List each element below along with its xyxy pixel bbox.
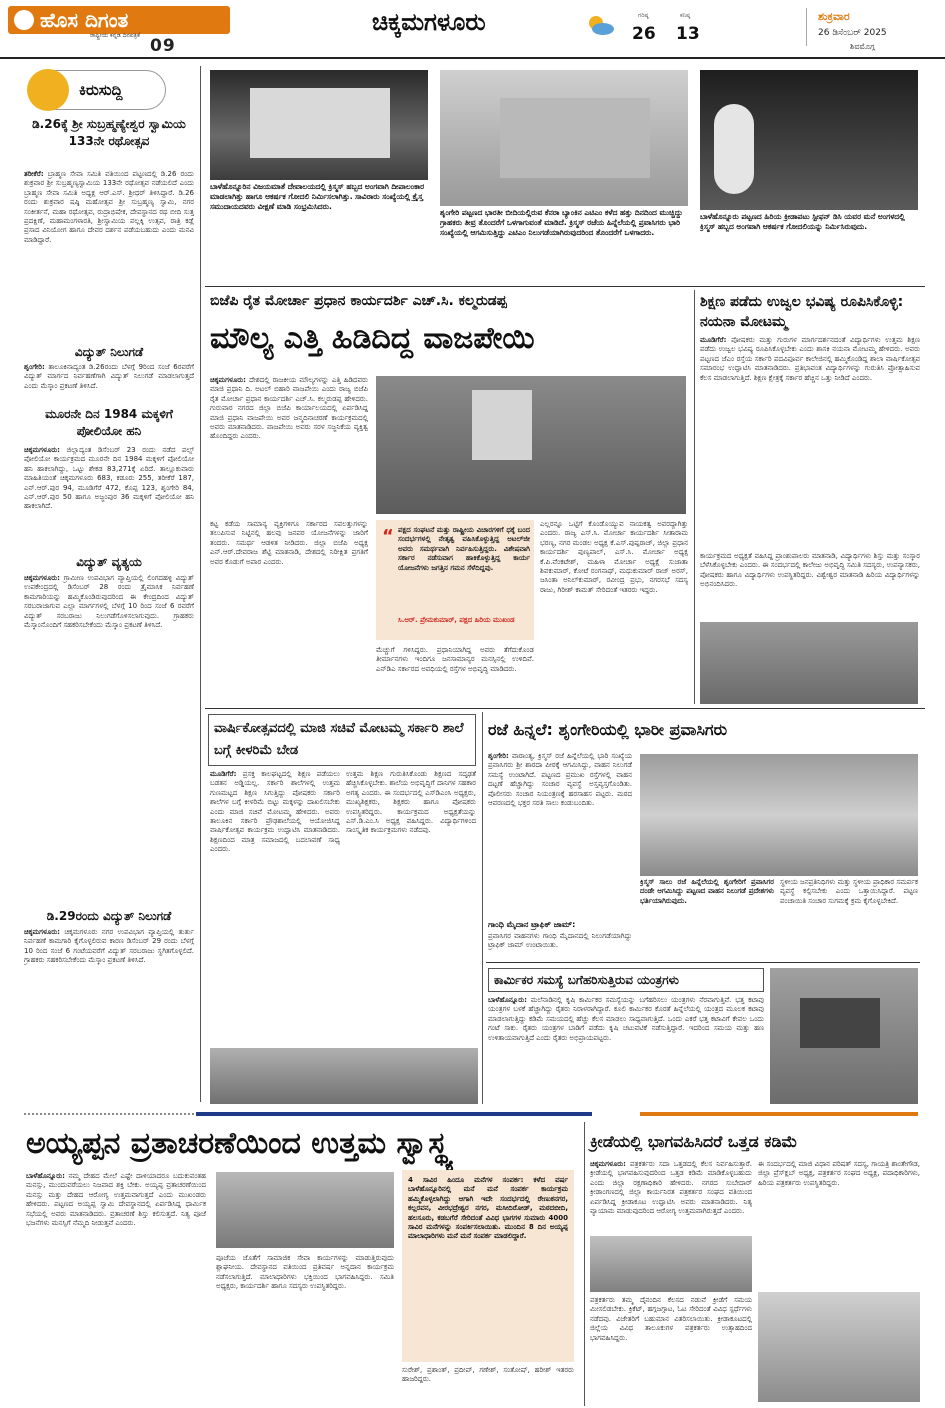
lead-text: ದೇಶದಲ್ಲಿ ರಾಜಕೀಯ ಮೌಲ್ಯಗಳನ್ನು ಎತ್ತಿ ಹಿಡಿದವರು ಮಾಜಿ ಪ್ರಧಾನಿ ದಿ. ಅಟಲ್ ಬಿಹಾರಿ ವಾಜಪೇಯಿ ಎಂದು ರಾಜ್ಯ ಬಿಜೆಪಿ ರೈತ ಮೋರ್ಚಾ ಪ್ರಧಾನ ಕಾರ್ಯದರ್ಶಿ ಎಚ್.ಸಿ. ಕಲ್ಮರುಡಪ್ಪ ಹೇಳಿದರು. ಗುರುವಾರ ನಗರದ ಜಿಲ್ಲಾ ಬಿಜೆಪಿ ಕಾರ್ಯಾಲಯದಲ್ಲಿ ಏರ್ಪಡಿಸಿದ್ದ ಮಾಜಿ ಪ್ರಧಾನಿ ವಾಜಪೇಯಿ ಅವರ ಜನ್ಮದಿನಾಚರಣೆ ಕಾರ್ಯಕ್ರಮದಲ್ಲಿ ಅವರು ಮಾತನಾಡಿದರು. ವಾಜಪೇಯಿ ಅವರು ಸರಳ ಸಜ್ಜನಿಕೆಯ ವ್ಯಕ್ತಿತ್ವ ಹೊಂದಿದ್ದರು ಎಂದರು.	[210, 376, 368, 441]
dateline: ಚಿಕ್ಕಮಗಳೂರು:	[24, 574, 60, 582]
pull-quote: ಪಕ್ಷದ ಸಂಘಟನೆ ಮತ್ತು ರಾಷ್ಟ್ರೀಯ ವಿಚಾರಗಳಿಗೆ ಧಕ್ಕೆ ಬಂದ ಸಂದರ್ಭಗಳಲ್ಲಿ ನೇತೃತ್ವ ವಹಿಸಿಕೊಳ್ಳುತ್ತಿದ್ದ ಅಟಲ್‌ಜೀ ಅವರು ಸಮರ್ಥವಾಗಿ ನಿರ್ವಹಿಸುತ್ತಿದ್ದರು. ವಿಶೇಷವಾಗಿ ಸರ್ಕಾರ ನಡೆಸುವಾಗ ಹಾಕಿಕೊಳ್ಳುತ್ತಿದ್ದ ಕಾರ್ಯ ಯೋಜನೆಗಳು ಜಗತ್ತಿನ ಗಮನ ಸೆಳೆದಿದ್ದವು.	[398, 526, 530, 572]
photo-parked-cars	[640, 754, 918, 876]
dateline: ಮೂಡಿಗೆರೆ:	[210, 770, 237, 778]
masthead	[0, 0, 945, 58]
photo-caption: ಶೃಂಗೇರಿ ಪಟ್ಟಣದ ಭಾರತೀ ಬೀದಿಯಲ್ಲಿರುವ ಕೆನರಾ ಬ್ಯಾಂಕಿನ ಎಟಿಎಂ ಕಳೆದ ಹತ್ತು ದಿನದಿಂದ ಮುಚ್ಚಿದ್ದು ಗ್ರಾಹಕರು ತೀವ್ರ ತೊಂದರೆಗೆ ಒಳಗಾಗುವಂತೆ ಮಾಡಿದೆ. ಕ್ರಿಸ್ಮಸ್ ರಜೆಯ ಹಿನ್ನೆಲೆಯಲ್ಲಿ ಪ್ರವಾಸಿಗರು ಭಾರಿ ಸಂಖ್ಯೆಯಲ್ಲಿ ಆಗಮಿಸುತ್ತಿದ್ದು ಎಟಿಎಂ ನಿಲುಗಡೆಯಾಗಿರುವುದರಿಂದ ತೊಂದರೆಗೆ ಒಳಗಾದರು.	[440, 208, 683, 237]
page-number: 09	[150, 36, 176, 56]
min-temp: 13	[676, 24, 700, 44]
dateline: ಮೂಡಿಗೆರೆ:	[700, 336, 727, 344]
ayyappa-body	[26, 1172, 206, 1402]
varshikotsava-body	[210, 770, 340, 1048]
logo-icon	[14, 10, 34, 30]
pull-quote-box	[376, 520, 534, 640]
min-temp-label: ಕನಿಷ್ಠ	[680, 12, 691, 19]
ayyappa-box	[402, 1170, 574, 1362]
photo-atm	[440, 70, 688, 206]
kride-body3: ಪತ್ರಕರ್ತರು ತಮ್ಮ ದೈನಂದಿನ ಕೆಲಸದ ನಡುವೆ ಕ್ರೀಡೆಗೆ ಸಮಯ ಮೀಸಲಿಡಬೇಕು. ಕ್ರಿಕೆಟ್, ಹಗ್ಗಜಗ್ಗಾಟ, ಓಟ ಸೇರಿದಂತೆ ವಿವಿಧ ಸ್ಪರ್ಧೆಗಳು ನಡೆದವು. ವಿಜೇತರಿಗೆ ಬಹುಮಾನ ವಿತರಿಸಲಾಯಿತು. ಕ್ರೀಡಾಕೂಟದಲ್ಲಿ ಜಿಲ್ಲೆಯ ವಿವಿಧ ತಾಲೂಕುಗಳ ಪತ್ರಕರ್ತರು ಉತ್ಸಾಹದಿಂದ ಭಾಗವಹಿಸಿದ್ದರು.	[590, 1296, 752, 1342]
brief-headline[interactable]: ಡಿ.29ರಂದು ವಿದ್ಯುತ್ ನಿಲುಗಡೆ	[46, 909, 172, 923]
section-rule	[205, 708, 925, 709]
dateline: ಚಿಕ್ಕಮಗಳೂರು:	[210, 376, 246, 384]
masthead-right-divider	[806, 8, 807, 46]
brief-headline[interactable]: ಮೂರನೇ ದಿನ 1984 ಮಕ್ಕಳಿಗೆ ಪೋಲಿಯೋ ಹನಿ	[45, 407, 173, 438]
dateline: ಶೃಂಗೇರಿ:	[24, 363, 45, 371]
shikshana-headline[interactable]: ಶಿಕ್ಷಣ ಪಡೆದು ಉಜ್ವಲ ಭವಿಷ್ಯ ರೂಪಿಸಿಕೊಳ್ಳಿ: ನಯನಾ ಮೋಟಮ್ಮ	[700, 294, 904, 330]
lead-body-col4	[540, 520, 688, 702]
logo-text[interactable]: ಹೊಸ ದಿಗಂತ	[40, 8, 129, 32]
varshikotsava-body2	[346, 770, 476, 1048]
shikshana-body2	[700, 552, 920, 616]
ayyappa-body2	[216, 1254, 394, 1402]
shikshana-text: ಪೋಷಕರು ಮತ್ತು ಗುರುಗಳ ಮಾರ್ಗದರ್ಶನದಂತೆ ವಿದ್ಯಾರ್ಥಿಗಳು ಉತ್ತಮ ಶಿಕ್ಷಣ ಪಡೆದು ಉಜ್ವಲ ಭವಿಷ್ಯ ರೂಪಿಸಿಕೊಳ್ಳಬೇಕು ಎಂದು ಶಾಸಕಿ ನಯನಾ ಮೋಟಮ್ಮ ಹೇಳಿದರು. ಅವರು ಪಟ್ಟಣದ ಜೆಎಂ ರಸ್ತೆಯ ಸರ್ಕಾರಿ ಪದವಿಪೂರ್ವ ಕಾಲೇಜಿನಲ್ಲಿ ಹಮ್ಮಿಕೊಂಡಿದ್ದ ಶಾಲಾ ವಾರ್ಷಿಕೋತ್ಸವ ಸಮಾರಂಭ ಉದ್ಘಾಟಿಸಿ ಮಾತನಾಡಿದರು. ಪ್ರತಿಭಾವಂತ ವಿದ್ಯಾರ್ಥಿಗಳನ್ನು ಗುರುತಿಸಿ ಪ್ರೋತ್ಸಾಹಿಸುವ ಕೆಲಸ ಮಾಡಲಾಗುತ್ತಿದೆ. ಶಿಕ್ಷಣ ಕ್ಷೇತ್ರಕ್ಕೆ ಸರ್ಕಾರ ಹೆಚ್ಚಿನ ಒತ್ತು ನೀಡಿದೆ ಎಂದರು.	[700, 336, 920, 382]
dateline: ಚಿಕ್ಕಮಗಳೂರು:	[590, 1160, 626, 1168]
photo-caption: ಬಾಳೆಹೊನ್ನೂರಿನ ವಿಜಯಮಾತೆ ದೇವಾಲಯದಲ್ಲಿ ಕ್ರಿಸ್ಮಸ್ ಹಬ್ಬದ ಅಂಗವಾಗಿ ದೀಪಾಲಂಕಾರ ಮಾಡಲಾಗಿತ್ತು ಹಾಗೂ ಆಕರ್ಷಕ ಗೋದಲಿ ನಿರ್ಮಿಸಲಾಗಿತ್ತು. ಸಾವಿರಾರು ಸಂಖ್ಯೆಯಲ್ಲಿ ಕ್ರೈಸ್ತ ಸಮುದಾಯದವರು ವೀಕ್ಷಣೆ ಮಾಡಿ ಸಂಭ್ರಮಿಸಿದರು.	[210, 182, 425, 211]
weather-icon	[585, 14, 615, 36]
dateline: ಶೃಂಗೇರಿ:	[488, 752, 509, 760]
brief-headline[interactable]: ವಿದ್ಯುತ್ ವ್ಯತ್ಯಯ	[76, 555, 142, 569]
ayyappa-body3: ಸುರೇಶ್, ಪ್ರಶಾಂತ್, ಪ್ರದೀಪ್, ಗಣೇಶ್, ಸಂತೋಷ್, ಹರೀಶ್ ಇತರರು ಹಾಜರಿದ್ದರು.	[402, 1366, 574, 1384]
section-title: ಚಿಕ್ಕಮಗಳೂರು	[372, 8, 486, 36]
kride-headline[interactable]: ಕ್ರೀಡೆಯಲ್ಲಿ ಭಾಗವಹಿಸಿದರೆ ಒತ್ತಡ ಕಡಿಮೆ	[590, 1132, 798, 1151]
shringeri-right-text: ಸ್ಥಳೀಯ ಜನಪ್ರತಿನಿಧಿಗಳು ಮತ್ತು ಸ್ಥಳೀಯ ಪ್ರಾಧಿಕಾರ ಸಮರ್ಪಕ ವ್ಯವಸ್ಥೆ ಕಲ್ಪಿಸಬೇಕು ಎಂದು ಒತ್ತಾಯಿಸಿದ್ದಾರೆ. ಪಟ್ಟಣ ಪಂಚಾಯಿತಿ ಸಂಚಾರ ಸುಗಮಕ್ಕೆ ಕ್ರಮ ಕೈಗೊಳ್ಳಬೇಕಿದೆ.	[780, 878, 918, 905]
photo-sports-left	[590, 1236, 752, 1292]
color-bar-orange	[640, 1112, 918, 1116]
brief-body	[24, 170, 194, 306]
shringeri-subhead: ಗಾಂಧಿ ಮೈದಾನ ಟ್ರಾಫಿಕ್ ಜಾಮ್:	[488, 920, 576, 929]
dateline: ಚಿಕ್ಕಮಗಳೂರು:	[24, 928, 60, 936]
photo-sports-right	[758, 1292, 920, 1402]
photo-church-lights	[210, 70, 428, 180]
quote-author: ಸಿ.ಆರ್. ಪ್ರೇಮಕುಮಾರ್, ಪಕ್ಷದ ಹಿರಿಯ ಮುಖಂಡ	[398, 616, 515, 624]
shringeri-photo-caption: ಕ್ರಿಸ್ಮಸ್ ಸಾಲು ರಜೆ ಹಿನ್ನೆಲೆಯಲ್ಲಿ ಶೃಂಗೇರಿಗೆ ಪ್ರವಾಸಿಗರ ದಂಡೇ ಆಗಮಿಸಿದ್ದು ಪಟ್ಟಣದ ವಾಹನ ನಿಲುಗಡೆ ಪ್ರದೇಶಗಳು ಭರ್ತಿಯಾಗಿರುವುದು.	[640, 878, 774, 905]
section-rule	[486, 962, 920, 963]
varshikotsava-headline[interactable]: ವಾರ್ಷಿಕೋತ್ಸವದಲ್ಲಿ ಮಾಜಿ ಸಚಿವೆ ಮೋಟಮ್ಮ ಸರ್ಕಾರಿ ಶಾಲೆ ಬಗ್ಗೆ ಕೀಳರಿಮೆ ಬೇಡ	[214, 721, 464, 758]
photo-school-felicitation	[700, 622, 918, 704]
ayyappa-headline[interactable]: ಅಯ್ಯಪ್ಪನ ವ್ರತಾಚರಣೆಯಿಂದ ಉತ್ತಮ ಸ್ವಾಸ್ಥ್ಯ	[26, 1126, 453, 1161]
photo-ayyappa-left	[216, 1172, 394, 1248]
karmika-headline[interactable]: ಕಾರ್ಮಿಕರ ಸಮಸ್ಯೆ ಬಗೆಹರಿಸುತ್ತಿರುವ ಯಂತ್ರಗಳು	[494, 973, 679, 987]
brief-text: ಚಿಕ್ಕಮಗಳೂರು ನಗರ ಉಪವಿಭಾಗ ವ್ಯಾಪ್ತಿಯಲ್ಲಿ ತುರ್ತು ನಿರ್ವಹಣೆ ಕಾಮಗಾರಿ ಕೈಗೊಳ್ಳಲಿರುವ ಕಾರಣ ಡಿಸೆಂಬರ್ 29 ರಂದು ಬೆಳಗ್ಗೆ 10 ರಿಂದ ಸಂಜೆ 6 ಗಂಟೆಯವರೆಗೆ ವಿದ್ಯುತ್ ಸರಬರಾಜು ಸ್ಥಗಿತಗೊಳ್ಳಲಿದೆ. ಗ್ರಾಹಕರು ಸಹಕರಿಸಬೇಕೆಂದು ಮೆಸ್ಕಾಂ ಪ್ರಕಟಣೆ ತಿಳಿಸಿದೆ.	[24, 928, 194, 965]
hand-icon	[27, 69, 69, 111]
brief-headline[interactable]: ವಿದ್ಯುತ್ ನಿಲುಗಡೆ	[74, 345, 144, 359]
lead-text: ಕಟ್ಟ ಕಡೆಯ ಸಾಮಾನ್ಯ ವ್ಯಕ್ತಿಗಳಿಗೂ ಸರ್ಕಾರದ ಸವಲತ್ತುಗಳನ್ನು ತಲುಪಿಸುವ ನಿಟ್ಟಿನಲ್ಲಿ ಹಲವು ಜನಪರ ಯೋಜನೆಗಳನ್ನು ಜಾರಿಗೆ ತಂದರು. ಸಮರ್ಥ ಆಡಳಿತ ನೀಡಿದರು. ಜಿಲ್ಲಾ ಬಿಜೆಪಿ ಅಧ್ಯಕ್ಷ ಎನ್.ಆರ್.ದೇವರಾಜ ಶೆಟ್ಟಿ ಮಾತನಾಡಿ, ದೇಶದಲ್ಲಿ ನಿರೀಕ್ಷಿತ ಪ್ರಗತಿಗೆ ಅವರ ಕೊಡುಗೆ ಅಪಾರ ಎಂದರು.	[210, 520, 368, 566]
kride-text: ಪತ್ರಕರ್ತರು ಸದಾ ಒತ್ತಡದಲ್ಲಿ ಕೆಲಸ ನಿರ್ವಹಿಸುತ್ತಾರೆ. ಕ್ರೀಡೆಯಲ್ಲಿ ಭಾಗವಹಿಸುವುದರಿಂದ ಒತ್ತಡ ಕಡಿಮೆ ಮಾಡಿಕೊಳ್ಳಬಹುದು ಎಂದು ಜಿಲ್ಲಾ ರಕ್ಷಣಾಧಿಕಾರಿ ಹೇಳಿದರು. ನಗರದ ಸುಬೇದಾರ್ ಕ್ರೀಡಾಂಗಣದಲ್ಲಿ ಜಿಲ್ಲಾ ಕಾರ್ಯನಿರತ ಪತ್ರಕರ್ತರ ಸಂಘದ ವತಿಯಿಂದ ಏರ್ಪಡಿಸಿದ್ದ ಕ್ರೀಡಾಕೂಟ ಉದ್ಘಾಟಿಸಿ ಅವರು ಮಾತನಾಡಿದರು. ನಿತ್ಯ ವ್ಯಾಯಾಮ ಮಾಡುವುದರಿಂದ ಆರೋಗ್ಯ ಉತ್ತಮವಾಗಿರುತ್ತದೆ ಎಂದರು.	[590, 1160, 752, 1216]
photo-snowman	[714, 104, 754, 194]
shringeri-text: ವಾರಾಂತ್ಯ, ಕ್ರಿಸ್ಮಸ್ ರಜೆ ಹಿನ್ನೆಲೆಯಲ್ಲಿ ಭಾರಿ ಸಂಖ್ಯೆಯ ಪ್ರವಾಸಿಗರು ಶ್ರೀ ಶಾರದಾ ಪೀಠಕ್ಕೆ ಆಗಮಿಸಿದ್ದು, ವಾಹನ ನಿಲುಗಡೆ ಸಮಸ್ಯೆ ಉಂಟಾಗಿದೆ. ಪಟ್ಟಣದ ಪ್ರಮುಖ ರಸ್ತೆಗಳಲ್ಲಿ ವಾಹನ ದಟ್ಟಣೆ ಹೆಚ್ಚಾಗಿದ್ದು ಸಂಚಾರ ವ್ಯವಸ್ಥೆ ಅಸ್ತವ್ಯಸ್ತಗೊಂಡಿತು. ಪೊಲೀಸರು ಸಂಚಾರ ನಿಯಂತ್ರಣಕ್ಕೆ ಹರಸಾಹಸ ಪಟ್ಟರು. ಮಠದ ಆವರಣದಲ್ಲಿ ಭಕ್ತರ ಸರತಿ ಸಾಲು ಕಂಡುಬಂದಿತು.	[488, 752, 632, 808]
max-temp-label: ಗರಿಷ್ಠ	[638, 12, 649, 19]
dotted-rule	[24, 1113, 194, 1115]
column-divider	[584, 1122, 585, 1406]
dateline: ಚಿಕ್ಕಮಗಳೂರು:	[24, 446, 60, 454]
kride-body	[590, 1160, 752, 1232]
shikshana-text: ಕಾರ್ಯಕ್ರಮದ ಅಧ್ಯಕ್ಷತೆ ವಹಿಸಿದ್ದ ಪ್ರಾಂಶುಪಾಲರು ಮಾತನಾಡಿ, ವಿದ್ಯಾರ್ಥಿಗಳು ಶಿಸ್ತು ಮತ್ತು ಸಂಸ್ಕಾರ ಬೆಳೆಸಿಕೊಳ್ಳಬೇಕು ಎಂದರು. ಈ ಸಂದರ್ಭದಲ್ಲಿ ಕಾಲೇಜು ಅಭಿವೃದ್ಧಿ ಸಮಿತಿ ಸದಸ್ಯರು, ಉಪನ್ಯಾಸಕರು, ಪೋಷಕರು ಹಾಗೂ ವಿದ್ಯಾರ್ಥಿಗಳು ಉಪಸ್ಥಿತರಿದ್ದರು. ವಿಶ್ವೇಶ್ವರ ಮಾತನಾಡಿ ಹಿರಿಯ ವಿದ್ಯಾರ್ಥಿಗಳನ್ನು ಅಭಿನಂದಿಸಿದರು.	[700, 552, 920, 589]
karmika-text: ಮಲೆನಾಡಿನಲ್ಲಿ ಕೃಷಿ ಕಾರ್ಮಿಕರ ಸಮಸ್ಯೆಯನ್ನು ಬಗೆಹರಿಸಲು ಯಂತ್ರಗಳು ನೆರವಾಗುತ್ತಿವೆ. ಭತ್ತ ಕಟಾವು ಯಂತ್ರಗಳ ಬಳಕೆ ಹೆಚ್ಚಾಗಿದ್ದು ರೈತರು ನಿರಾಳರಾಗಿದ್ದಾರೆ. ಕೂಲಿ ಕಾರ್ಮಿಕರ ಕೊರತೆ ಹಿನ್ನೆಲೆಯಲ್ಲಿ ಯಂತ್ರದ ಮೂಲಕ ಕಟಾವು ಮಾಡಲಾಗುತ್ತಿದ್ದು ಕಡಿಮೆ ಸಮಯದಲ್ಲಿ ಹೆಚ್ಚು ಕೆಲಸ ಮಾಡಲು ಸಾಧ್ಯವಾಗುತ್ತಿದೆ. ಒಂದು ಎಕರೆ ಭತ್ತ ಕಟಾವಿಗೆ ಕೇವಲ ಒಂದು ಗಂಟೆ ಸಾಕು. ರೈತರು ಯಂತ್ರಗಳ ಬಾಡಿಗೆ ಪಡೆದು ಕೃಷಿ ಚಟುವಟಿಕೆ ನಡೆಸುತ್ತಿದ್ದಾರೆ. ಇದರಿಂದ ಸಮಯ ಮತ್ತು ಹಣ ಉಳಿತಾಯವಾಗುತ್ತಿದೆ ಎಂದು ರೈತರು ಅಭಿಪ್ರಾಯಪಟ್ಟರು.	[488, 996, 764, 1042]
lead-text: ಮೆಚ್ಚುಗೆ ಗಳಿಸಿದ್ದರು. ಪ್ರಧಾನಿಯಾಗಿದ್ದ ಅವರು ತೆಗೆದುಕೊಂಡ ತೀರ್ಮಾನಗಳು ಇಂದಿಗೂ ಜನಸಾಮಾನ್ಯರ ಮನಸ್ಸಿನಲ್ಲಿ ಉಳಿದಿವೆ. ಎನ್‌ಡಿಎ ಸರ್ಕಾರದ ಅವಧಿಯಲ್ಲಿ ರಸ್ತೆಗಳ ಅಭಿವೃದ್ಧಿ ಮಾಡಿದರು.	[376, 646, 534, 673]
photo-machine	[800, 998, 880, 1048]
column-divider	[482, 712, 483, 1104]
photo-shutter	[500, 98, 650, 178]
varshikotsava-text: ಉತ್ತಮ ಶಿಕ್ಷಣ ಗುರುತಿಸಿಕೊಂಡು ಶಿಕ್ಷಣದ ಸದೃಢತೆ ಹೆಚ್ಚಿಸಿಕೊಳ್ಳಬೇಕು. ಶಾಲೆಯ ಅಭಿವೃದ್ಧಿಗೆ ದಾನಿಗಳ ಸಹಕಾರ ಅಗತ್ಯ ಎಂದರು. ಈ ಸಂದರ್ಭದಲ್ಲಿ ಎಸ್‌ಡಿಎಂಸಿ ಅಧ್ಯಕ್ಷರು, ಮುಖ್ಯಶಿಕ್ಷಕರು, ಶಿಕ್ಷಕರು ಹಾಗೂ ಪೋಷಕರು ಉಪಸ್ಥಿತರಿದ್ದರು. ಕಾರ್ಯಕ್ರಮದ ಅಧ್ಯಕ್ಷತೆಯನ್ನು ಎಸ್.ಡಿ.ಎಂ.ಸಿ ಅಧ್ಯಕ್ಷ ವಹಿಸಿದ್ದರು. ವಿದ್ಯಾರ್ಥಿಗಳಿಂದ ಸಾಂಸ್ಕೃತಿಕ ಕಾರ್ಯಕ್ರಮಗಳು ನಡೆದವು.	[346, 770, 476, 835]
photo-harvester	[770, 968, 918, 1104]
shikshana-body	[700, 336, 920, 550]
color-bar-blue	[196, 1112, 592, 1116]
lead-text: ಎಲ್ಲರನ್ನೂ ಒಟ್ಟಿಗೆ ಕೊಂಡೊಯ್ಯುವ ನಾಯಕತ್ವ ಅವರದ್ದಾಗಿತ್ತು ಎಂದರು. ರಾಜ್ಯ ಎಸ್.ಸಿ. ಮೋರ್ಚಾ ಕಾರ್ಯದರ್ಶಿ ಸೀತಾರಾಮ ಭರಣ್ಯ, ನಗರ ಮಂಡಲ ಅಧ್ಯಕ್ಷ ಕೆ.ಎಸ್.ಪುಷ್ಪರಾಜ್, ಜಿಲ್ಲಾ ಪ್ರಧಾನ ಕಾರ್ಯದರ್ಶಿ ಪುಣ್ಯಪಾಲ್, ಎಸ್.ಸಿ. ಮೋರ್ಚಾ ಅಧ್ಯಕ್ಷ ಕೆ.ಪಿ.ವೆಂಕಟೇಶ್, ಮಹಿಳಾ ಮೋರ್ಚಾ ಅಧ್ಯಕ್ಷೆ ಸುಜಾತಾ ಶಿವಕುಮಾರ್, ಕೋಟೆ ರಂಗನಾಥ್, ಮಧುಕುಮಾರ್ ರಾಜ್ ಅರಸ್, ಜಸಿಂತಾ ಅನಿಲ್‌ಕುಮಾರ್, ರವೀಂದ್ರ ಪ್ರಭು, ನಗರಸಭೆ ಸದಸ್ಯ ರಾಜು, ಗಿರೀಶ್ ಕಾಮತ್ ಸೇರಿದಂತೆ ಇತರರು ಇದ್ದರು.	[540, 520, 688, 594]
kirusuddi-label: ಕಿರುಸುದ್ದಿ	[79, 81, 123, 99]
tagline: ರಾಷ್ಟ್ರೀಯ ಕನ್ನಡ ದಿನಪತ್ರಿಕೆ	[90, 32, 141, 39]
varshikotsava-text: ಪ್ರಸಕ್ತ ಕಾಲಘಟ್ಟದಲ್ಲಿ ಶಿಕ್ಷಣ ಪಡೆಯಲು ಬಡತನ ಅಡ್ಡಿಯಲ್ಲ. ಸರ್ಕಾರಿ ಶಾಲೆಗಳಲ್ಲಿ ಉತ್ತಮ ಗುಣಮಟ್ಟದ ಶಿಕ್ಷಣ ಸಿಗುತ್ತಿದ್ದು ಪೋಷಕರು ಸರ್ಕಾರಿ ಶಾಲೆಗಳ ಬಗ್ಗೆ ಕೀಳರಿಮೆ ಬಿಟ್ಟು ಮಕ್ಕಳನ್ನು ದಾಖಲಿಸಬೇಕು ಎಂದು ಮಾಜಿ ಸಚಿವೆ ಮೋಟಮ್ಮ ಹೇಳಿದರು. ಅವರು ತಾಲೂಕಿನ ಸರ್ಕಾರಿ ಪ್ರೌಢಶಾಲೆಯಲ್ಲಿ ಆಯೋಜಿಸಿದ್ದ ವಾರ್ಷಿಕೋತ್ಸವ ಕಾರ್ಯಕ್ರಮ ಉದ್ಘಾಟಿಸಿ ಮಾತನಾಡಿದರು. ಶಿಕ್ಷಣದಿಂದ ಮಾತ್ರ ಸಮಾಜದಲ್ಲಿ ಬದಲಾವಣೆ ಸಾಧ್ಯ ಎಂದರು.	[210, 770, 340, 854]
dateline: ಬಾಳೆಹೊನ್ನೂರು:	[488, 996, 527, 1004]
brief-text: ಜಿಲ್ಲಾದ್ಯಂತ ಡಿಸೆಂಬರ್ 23 ರಂದು ನಡೆದ ಪಲ್ಸ್ ಪೋಲಿಯೋ ಕಾರ್ಯಕ್ರಮದ ಮೂರನೇ ದಿನ 1984 ಮಕ್ಕಳಿಗೆ ಪೋಲಿಯೋ ಹನಿ ಹಾಕಲಾಗಿದ್ದು, ಒಟ್ಟು ಶೇಕಡ 83,271ಕ್ಕೆ ಏರಿದೆ. ತಾಲ್ಲೂಕುವಾರು ಮಾಹಿತಿಯಂತೆ ಚಿಕ್ಕಮಗಳೂರು 683, ಕಡೂರು 255, ತರೀಕೆರೆ 187, ಎನ್.ಆರ್.ಪುರ 94, ಮೂಡಿಗೆರೆ 472, ಕೊಪ್ಪ 123, ಶೃಂಗೇರಿ 84, ಎನ್.ಆರ್.ಪುರ 50 ಹಾಗೂ ಅಜ್ಜಂಪುರ 36 ಮಕ್ಕಳಿಗೆ ಪೋಲಿಯೋ ಹನಿ ಹಾಕಲಾಗಿದೆ.	[24, 446, 194, 511]
ayyappa-box-text: 4 ಸಾವಿರ ಹಿಂದೂ ಮನೆಗಳ ಸಂಪರ್ಕ: ಕಳೆದ ವರ್ಷ ಬಾಳೆಹೊನ್ನೂರಿನಲ್ಲಿ ಮನೆ ಮನೆ ಸಂಪರ್ಕ ಕಾರ್ಯಕ್ರಮ ಹಮ್ಮಿಕೊಳ್ಳಲಾಗಿದ್ದು ಆಗಾಗಿ ಇದೇ ಸಂದರ್ಭದಲ್ಲಿ ರೇಣುಕನಗರ, ಕಲ್ಲರವನ, ವೀರಭದ್ರೇಶ್ವರ ನಗರ, ಮಸೀದಿರೋಡ್, ಮಠದಬೀದಿ, ಹಲಸೂರು, ಕಡಬಗೆರೆ ಸೇರಿದಂತೆ ವಿವಿಧ ಭಾಗಗಳ ಸುಮಾರು 4000 ಸಾವಿರ ಮನೆಗಳನ್ನು ಸಂಪರ್ಕಿಸಲಾಯಿತು. ಮುಂದಿನ 8 ದಿನ ಅಯ್ಯಪ್ಪ ಮಾಲಾಧಾರಿಗಳು ಮನೆ ಮನೆ ಸಂಪರ್ಕ ಮಾಡಲಿದ್ದಾರೆ.	[408, 1176, 568, 1241]
photo-caption: ಬಾಳೆಹೊನ್ನೂರು ಪಟ್ಟಣದ ಹಿರಿಯ ಕ್ರೀಡಾಪಟು ಸ್ಟೀಫನ್ ಡಿಸಿ ಯವರ ಮನೆ ಅಂಗಳದಲ್ಲಿ ಕ್ರಿಸ್ಮಸ್ ಹಬ್ಬದ ಅಂಗವಾಗಿ ಆಕರ್ಷಕ ಗೋದಲಿಯನ್ನು ನಿರ್ಮಿಸಿರುವುದು.	[700, 212, 905, 231]
lead-kicker: ಬಿಜೆಪಿ ರೈತ ಮೋರ್ಚಾ ಪ್ರಧಾನ ಕಾರ್ಯದರ್ಶಿ ಎಚ್.ಸಿ. ಕಲ್ಮರುಡಪ್ಪ	[210, 293, 507, 309]
shringeri-headline[interactable]: ರಜೆ ಹಿನ್ನಲೆ: ಶೃಂಗೇರಿಯಲ್ಲಿ ಭಾರೀ ಪ್ರವಾಸಿಗರು	[488, 720, 728, 739]
shringeri-body2: ಪ್ರವಾಸಿಗರ ವಾಹನಗಳು ಗಾಂಧಿ ಮೈದಾನದಲ್ಲಿ ನಿಲುಗಡೆಯಾಗಿದ್ದು ಟ್ರಾಫಿಕ್ ಜಾಮ್ ಉಂಟಾಯಿತು.	[488, 932, 632, 950]
day: ಶುಕ್ರವಾರ	[818, 10, 850, 23]
photo-school-event	[210, 1048, 478, 1104]
lead-headline[interactable]: ಮೌಲ್ಯ ಎತ್ತಿ ಹಿಡಿದಿದ್ದ ವಾಜಪೇಯಿ	[210, 321, 535, 356]
brief-headline[interactable]: ಡಿ.26ಕ್ಕೆ ಶ್ರೀ ಸುಬ್ರಹ್ಮಣ್ಯೇಶ್ವರ ಸ್ವಾಮಿಯ 133ನೇ ರಥೋತ್ಸವ	[32, 117, 186, 148]
dateline: ತರೀಕೆರೆ:	[24, 170, 44, 178]
kirusuddi-header	[28, 70, 166, 110]
ayyappa-text: ನಮ್ಮ ದೇಹದ ಮೇಲೆ ಎಷ್ಟೇ ದಾಳಿಯಾದರೂ ಬದುಕುವಂತಹ ಮನಸ್ಸು, ಮುಂದುವರೆಯಲು ನಿಜವಾದ ಶಕ್ತಿ ಬೇಕು. ಅಯ್ಯಪ್ಪ ವ್ರತಾಚರಣೆಯಿಂದ ಮನಸ್ಸು ಮತ್ತು ದೇಹದ ಆರೋಗ್ಯ ಉತ್ತಮವಾಗುತ್ತದೆ ಎಂದು ಮುಖಂಡರು ಹೇಳಿದರು. ಪಟ್ಟಣದ ಅಯ್ಯಪ್ಪ ಸ್ವಾಮಿ ದೇವಸ್ಥಾನದಲ್ಲಿ ಏರ್ಪಡಿಸಿದ್ದ ಧಾರ್ಮಿಕ ಸಭೆಯಲ್ಲಿ ಅವರು ಮಾತನಾಡಿದರು. ವ್ರತಾಚರಣೆ ಶಿಸ್ತು ಕಲಿಸುತ್ತದೆ. ನಿತ್ಯ ಪೂಜೆ ಭಜನೆಗಳು ಮನಸ್ಸಿಗೆ ನೆಮ್ಮದಿ ನೀಡುತ್ತವೆ ಎಂದರು.	[26, 1172, 206, 1228]
lead-body-col3	[376, 646, 534, 702]
brief-body	[24, 363, 194, 399]
column-divider	[694, 290, 695, 704]
brief-text: ಗ್ರಾಮೀಣ ಉಪವಿಭಾಗ ವ್ಯಾಪ್ತಿಯಲ್ಲಿ ಲಿಂಗದಹಳ್ಳಿ ವಿದ್ಯುತ್ ಉಪಕೇಂದ್ರದಲ್ಲಿ ಡಿಸೆಂಬರ್ 28 ರಂದು ತ್ರೈಮಾಸಿಕ ನಿರ್ವಹಣೆ ಕಾಮಗಾರಿಯನ್ನು ಹಮ್ಮಿಕೊಂಡಿರುವುದರಿಂದ ಈ ಕೇಂದ್ರದಿಂದ ವಿದ್ಯುತ್ ಸರಬರಾಜಾಗುವ ಎಲ್ಲಾ ಮಾರ್ಗಗಳಲ್ಲಿ ಬೆಳಗ್ಗೆ 10 ರಿಂದ ಸಂಜೆ 6 ರವರೆಗೆ ವಿದ್ಯುತ್ ಸರಬರಾಜು ನಿಲುಗಡೆಗೊಳಿಸಲಾಗುವುದು. ಗ್ರಾಹಕರು ಮೆಸ್ಕಾಂನೊಂದಿಗೆ ಸಹಕರಿಸಬೇಕೆಂದು ಮೆಸ್ಕಾಂ ಪ್ರಕಟಣೆ ತಿಳಿಸಿದೆ.	[24, 574, 194, 630]
photo-building	[250, 88, 390, 158]
photo-vajpayee-tribute	[376, 376, 686, 514]
edition: ಶಿವಮೊಗ್ಗ	[850, 42, 875, 51]
kride-body2: ಈ ಸಂದರ್ಭದಲ್ಲಿ ಮಾಜಿ ವಿಧಾನ ಪರಿಷತ್ ಸದಸ್ಯ, ಗಾಯತ್ರಿ ಶಾಂತೇಗೌಡ, ಜಿಲ್ಲಾ ಪ್ರೆಸ್‌ಕ್ಲಬ್ ಅಧ್ಯಕ್ಷ, ಪತ್ರಕರ್ತರ ಸಂಘದ ಅಧ್ಯಕ್ಷ, ಪದಾಧಿಕಾರಿಗಳು, ಹಿರಿಯ ಪತ್ರಕರ್ತರು ಉಪಸ್ಥಿತರಿದ್ದರು.	[758, 1160, 920, 1187]
ayyappa-text: ಪೂಜೆಯ ಜೊತೆಗೆ ಸಾಮಾಜಿಕ ಸೇವಾ ಕಾರ್ಯಗಳನ್ನು ಮಾಡುತ್ತಿರುವುದು ಶ್ಲಾಘನೀಯ. ದೇವಸ್ಥಾನದ ವತಿಯಿಂದ ಪ್ರತಿವರ್ಷ ಅನ್ನದಾನ ಕಾರ್ಯಕ್ರಮ ನಡೆಸಲಾಗುತ್ತಿದೆ. ಮಾಲಾಧಾರಿಗಳು ಭಕ್ತಿಯಿಂದ ಭಾಗವಹಿಸಿದ್ದರು. ಸಮಿತಿ ಅಧ್ಯಕ್ಷರು, ಕಾರ್ಯದರ್ಶಿ ಹಾಗೂ ಸದಸ್ಯರು ಉಪಸ್ಥಿತರಿದ್ದರು.	[216, 1254, 394, 1291]
photo-portrait	[472, 390, 532, 460]
brief-text: ಬ್ರಾಹ್ಮಣ ಸೇವಾ ಸಮಿತಿ ವತಿಯಿಂದ ಪಟ್ಟಣದಲ್ಲಿ ಡಿ.26 ರಂದು ಶುಕ್ರವಾರ ಶ್ರೀ ಸುಬ್ರಹ್ಮಣ್ಯಸ್ವಾಮಿಯ 133ನೇ ರಥೋತ್ಸವ ನಡೆಯಲಿದೆ ಎಂದು ಬ್ರಾಹ್ಮಣ ಸೇವಾ ಸಮಿತಿ ಅಧ್ಯಕ್ಷ ಆರ್.ಎಸ್. ಶ್ರೀಧರ್ ತಿಳಿಸಿದ್ದಾರೆ. ಡಿ.26 ರಂದು ಶುಕ್ರವಾರ ಷಷ್ಠಿ ಮಹೋತ್ಸವ ಶ್ರೀ ಸುಬ್ರಹ್ಮಣ್ಯ ಸ್ವಾಮಿ, ನಗರ ಸಂಕೀರ್ತನೆ, ಮಹಾ ರಥೋತ್ಸವ, ರುದ್ರಾಭಿಷೇಕ, ದೇವಸ್ಥಾನದ ರಥ ಬೀದಿ ಸುತ್ತ ಪ್ರದಕ್ಷಿಣೆ, ಮಹಾಮಂಗಳಾರತಿ, ಶ್ರೀಸ್ವಾಮಿಯ ಪಲ್ಲಕ್ಕಿ ಉತ್ಸವ, ರಾತ್ರಿ ಕಡ್ಲೆ ಪ್ರಸಾದ ವಿನಿಯೋಗ ಹಾಗೂ ದೇವರ ದರ್ಶನ ಪಡೆಯಬಹುದು ಎಂದು ಮನವಿ ಮಾಡಿದ್ದಾರೆ.	[24, 170, 194, 244]
max-temp: 26	[632, 24, 656, 44]
column-divider	[200, 66, 201, 1102]
masthead-rule	[0, 57, 945, 59]
section-rule	[205, 286, 925, 287]
brief-body	[24, 446, 194, 550]
dateline: ಬಾಳೆಹೊನ್ನೂರು:	[26, 1172, 65, 1180]
shringeri-body	[488, 752, 632, 916]
date: 26 ಡಿಸೆಂಬರ್ 2025	[818, 28, 887, 38]
kirusuddi-column	[24, 66, 194, 1102]
brief-text: ತಾಲೂಕಿನಾದ್ಯಂತ ಡಿ.26ರಂದು ಬೆಳಗ್ಗೆ 9ರಿಂದ ಸಂಜೆ 6ರವರೆಗೆ ವಿದ್ಯುತ್ ಮಾರ್ಗದ ನಿರ್ವಹಣೆಗಾಗಿ ವಿದ್ಯುತ್ ನಿಲುಗಡೆ ಮಾಡಲಾಗುತ್ತದೆ ಎಂದು ಮೆಸ್ಕಾಂ ಪ್ರಕಟಣೆ ತಿಳಿಸಿದೆ.	[24, 363, 194, 390]
lead-body-col2	[210, 520, 368, 720]
photo-crib	[700, 70, 918, 210]
brief-body	[24, 574, 194, 904]
quote-icon: “	[382, 526, 394, 547]
karmika-body	[488, 996, 764, 1102]
brief-body	[24, 928, 194, 1098]
